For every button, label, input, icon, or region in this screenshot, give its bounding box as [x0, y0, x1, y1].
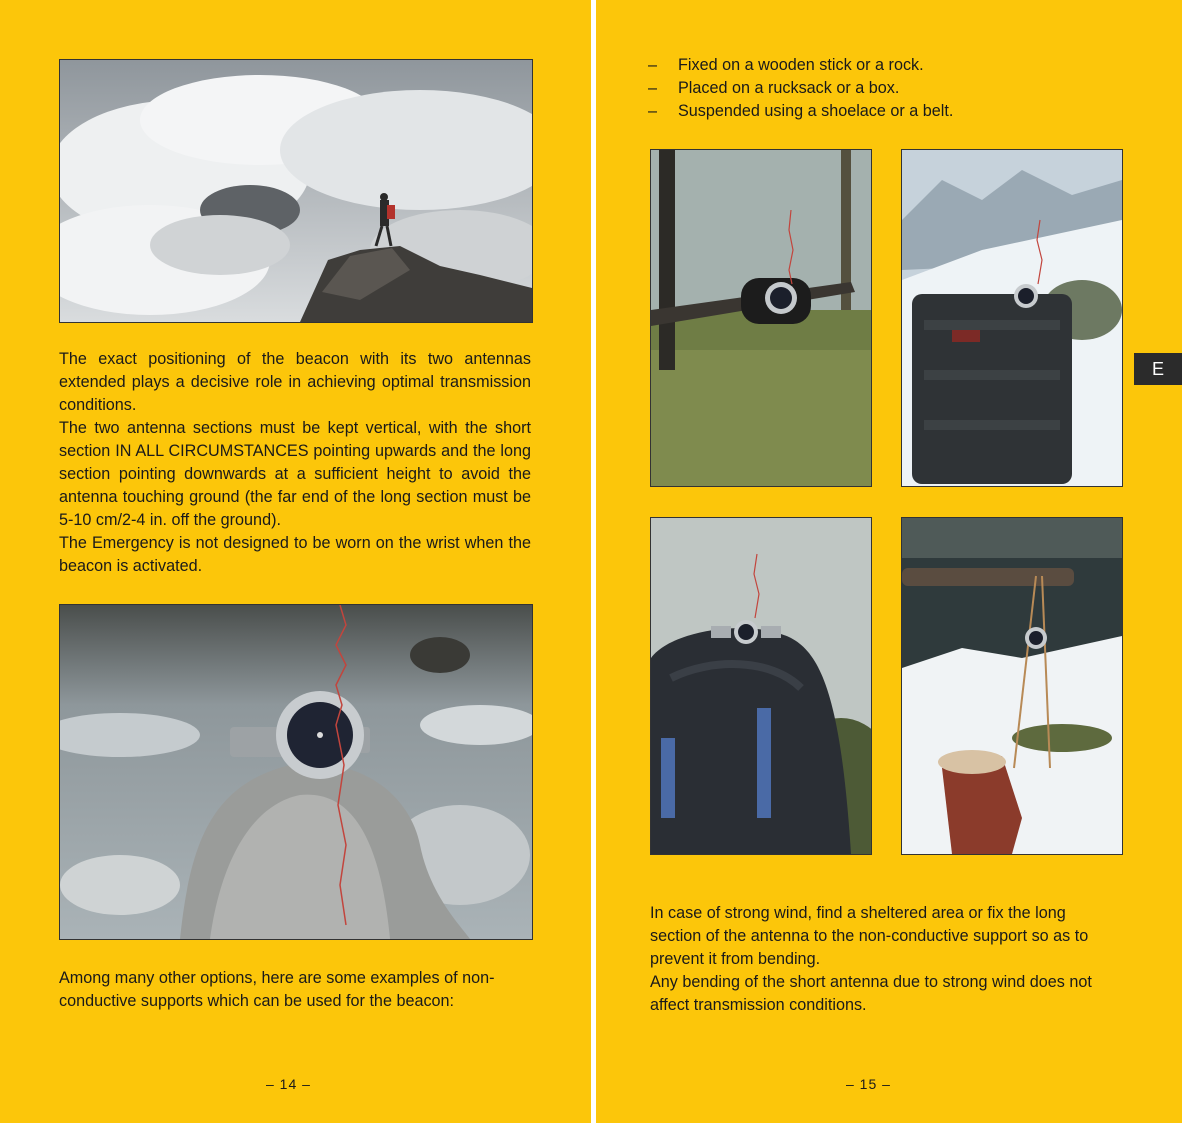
page-number-left: – 14 –	[266, 1076, 311, 1092]
positioning-text	[59, 348, 531, 578]
supports-text	[59, 967, 531, 1013]
list-item	[648, 54, 953, 77]
page-number-right: – 15 –	[846, 1076, 891, 1092]
paragraph-supports-intro: Among many other options, here are some examples of non-conductive supports which can be used for the beacon:	[59, 969, 495, 1010]
photo-watch-on-rucksack	[650, 517, 872, 855]
photo-watch-on-shoelace	[901, 517, 1123, 855]
language-tab[interactable]: E	[1134, 353, 1182, 385]
bullet-dash: –	[648, 56, 658, 74]
paragraph-antenna-sections: The two antenna sections must be kept vertical, with the short section IN ALL CIRCUMSTANCES pointing upwards and the long section pointing downwards at a sufficient height to avoid the antenna touching ground (the far end of the long section must be 5-10 cm/2-4 in. off the ground).	[59, 419, 531, 529]
paragraph-short-antenna: Any bending of the short antenna due to strong wind does not affect transmission conditions.	[650, 973, 1092, 1014]
support-options-list	[648, 54, 953, 123]
paragraph-not-worn: The Emergency is not designed to be worn on the wrist when the beacon is activated.	[59, 534, 531, 575]
paragraph-positioning: The exact positioning of the beacon with its two antennas extended plays a decisive role in achieving optimal transmission conditions.	[59, 350, 531, 414]
list-item	[648, 100, 953, 123]
wind-text	[650, 902, 1121, 1017]
bullet-dash: –	[648, 102, 658, 120]
bullet-dash: –	[648, 79, 658, 97]
paragraph-strong-wind: In case of strong wind, find a sheltered area or fix the long section of the antenna to the non-conductive support so as to prevent it from bending.	[650, 904, 1089, 968]
photo-watch-on-rock	[59, 604, 533, 940]
right-page	[596, 0, 1182, 1123]
photo-watch-on-stick	[650, 149, 872, 487]
photo-hiker-on-cliff	[59, 59, 533, 323]
bullet-text: Suspended using a shoelace or a belt.	[678, 102, 954, 120]
photo-watch-on-case	[901, 149, 1123, 487]
bullet-text: Placed on a rucksack or a box.	[678, 79, 900, 97]
list-item	[648, 77, 953, 100]
bullet-text: Fixed on a wooden stick or a rock.	[678, 56, 924, 74]
